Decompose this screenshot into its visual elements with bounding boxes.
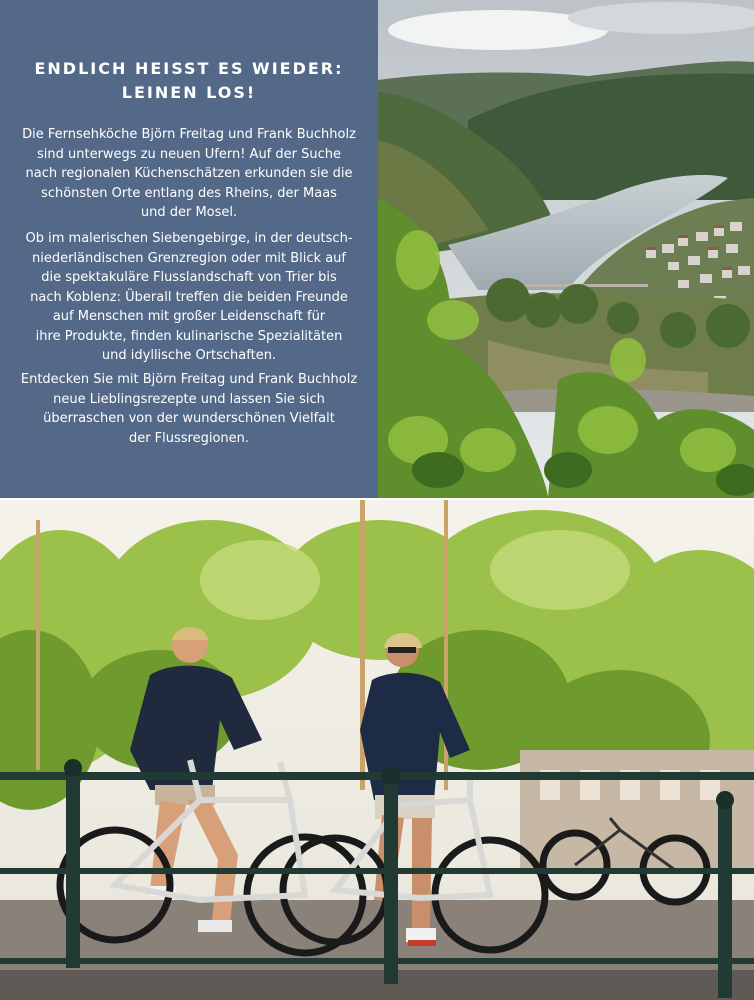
- paragraph-line: der Flussregionen.: [128, 430, 250, 446]
- paragraph-line: Ob im malerischen Siebengebirge, in der deutsch-: [25, 231, 353, 246]
- paragraph-line: und idyllische Ortschaften.: [101, 348, 277, 363]
- page-heading: [0, 57, 378, 105]
- cyclists-photo: [0, 500, 754, 1000]
- cyclists-image: [0, 500, 754, 1000]
- paragraph-line: ihre Produkte, finden kulinarische Spezialitäten: [35, 328, 343, 344]
- paragraph-line: überraschen von der wunderschönen Vielfalt: [43, 411, 335, 426]
- paragraph-line: nach Koblenz: Überall treffen die beiden Freunde: [30, 289, 348, 305]
- river-valley-photo: [378, 0, 754, 498]
- paragraph-line: sind unterwegs zu neuen Ufern! Auf der Suche: [37, 146, 341, 162]
- paragraph-line: und der Mosel.: [140, 205, 238, 220]
- paragraph-line: niederländischen Grenzregion oder mit Blick auf: [31, 250, 346, 266]
- intro-paragraph: [14, 125, 364, 223]
- intro-text-panel: [0, 0, 378, 498]
- heading-line: LEINEN LOS!: [121, 83, 257, 102]
- paragraph-line: schönsten Orte entlang des Rheins, der Maas: [41, 185, 337, 201]
- paragraph-line: nach regionalen Küchenschätzen erkunden sie die: [25, 166, 353, 181]
- paragraph-line: auf Menschen mit großer Leidenschaft für: [52, 309, 326, 324]
- paragraph-line: Die Fernsehköche Björn Freitag und Frank Buchholz: [22, 127, 356, 142]
- river-valley-image: [378, 0, 754, 498]
- paragraph-line: Entdecken Sie mit Björn Freitag und Frank Buchholz: [20, 372, 358, 387]
- regions-paragraph: [14, 229, 364, 366]
- heading-line: ENDLICH HEISST ES WIEDER:: [34, 59, 344, 78]
- paragraph-line: die spektakuläre Flusslandschaft von Trier bis: [41, 270, 337, 285]
- paragraph-line: neue Lieblingsrezepte und lassen Sie sich: [53, 391, 325, 407]
- closing-paragraph: [14, 370, 364, 448]
